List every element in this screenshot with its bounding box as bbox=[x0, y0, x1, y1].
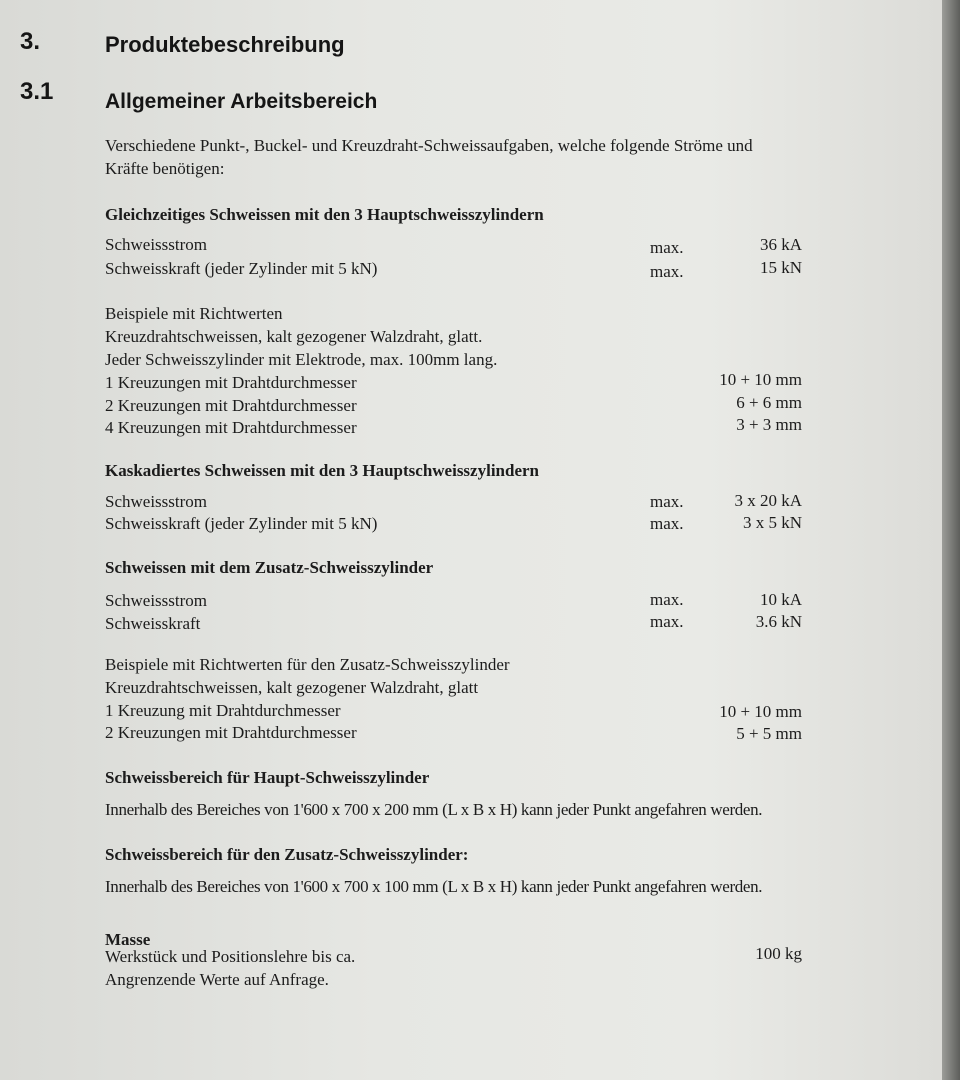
spec-label: Schweissstrom bbox=[105, 492, 207, 511]
spec-value: 3 x 20 kA bbox=[734, 491, 802, 510]
examples-line: Kreuzdrahtschweissen, kalt gezogener Walzdraht, glatt bbox=[105, 678, 479, 697]
example-label: 4 Kreuzungen mit Drahtdurchmesser bbox=[105, 418, 357, 437]
mass-value: 100 kg bbox=[755, 944, 802, 963]
range-main-heading: Schweissbereich für Haupt-Schweisszylinder bbox=[105, 768, 430, 787]
example-value: 6 + 6 mm bbox=[736, 393, 802, 412]
section-title: Produktebeschreibung bbox=[105, 32, 345, 57]
spec-label: Schweissstrom bbox=[105, 235, 207, 254]
spec-value: 36 kA bbox=[759, 235, 802, 254]
intro-line-1: Verschiedene Punkt-, Buckel- und Kreuzdraht-Schweissaufgaben, welche folgende Ströme und bbox=[105, 136, 753, 155]
examples-title: Beispiele mit Richtwerten bbox=[105, 304, 283, 323]
range-main-text: Innerhalb des Bereiches von 1'600 x 700 x 200 mm (L x B x H) kann jeder Punkt angefahren werden. bbox=[105, 800, 763, 819]
spec-value: 10 kA bbox=[759, 590, 802, 609]
spec-qualifier: max. bbox=[650, 612, 684, 631]
example-label: 2 Kreuzungen mit Drahtdurchmesser bbox=[105, 723, 357, 742]
spec-qualifier: max. bbox=[650, 238, 684, 257]
examples-line: Kreuzdrahtschweissen, kalt gezogener Walzdraht, glatt. bbox=[105, 327, 483, 346]
subsection-title: Allgemeiner Arbeitsbereich bbox=[105, 90, 378, 113]
examples-title: Beispiele mit Richtwerten für den Zusatz-Schweisszylinder bbox=[105, 655, 510, 674]
example-value: 5 + 5 mm bbox=[736, 724, 802, 743]
mass-line-2: Angrenzende Werte auf Anfrage. bbox=[105, 970, 329, 989]
example-label: 1 Kreuzungen mit Drahtdurchmesser bbox=[105, 373, 357, 392]
example-label: 1 Kreuzung mit Drahtdurchmesser bbox=[105, 701, 341, 720]
range-additional-text: Innerhalb des Bereiches von 1'600 x 700 x 100 mm (L x B x H) kann jeder Punkt angefahren werden. bbox=[105, 877, 763, 896]
range-additional-heading: Schweissbereich für den Zusatz-Schweisszylinder: bbox=[105, 845, 469, 864]
intro-line-2: Kräfte benötigen: bbox=[105, 159, 225, 178]
examples-line: Jeder Schweisszylinder mit Elektrode, max. 100mm lang. bbox=[105, 350, 498, 369]
simultaneous-heading: Gleichzeitiges Schweissen mit den 3 Hauptschweisszylindern bbox=[105, 205, 544, 224]
spec-value: 15 kN bbox=[759, 258, 802, 277]
spec-label: Schweisskraft (jeder Zylinder mit 5 kN) bbox=[105, 514, 378, 533]
spec-qualifier: max. bbox=[650, 492, 684, 511]
spec-qualifier: max. bbox=[650, 590, 684, 609]
mass-heading: Masse bbox=[105, 930, 151, 949]
mass-line-1: Werkstück und Positionslehre bis ca. bbox=[105, 947, 356, 966]
cascaded-heading: Kaskadiertes Schweissen mit den 3 Hauptschweisszylindern bbox=[105, 461, 539, 480]
spec-label: Schweisskraft (jeder Zylinder mit 5 kN) bbox=[105, 259, 378, 278]
example-value: 10 + 10 mm bbox=[719, 702, 802, 721]
example-value: 10 + 10 mm bbox=[719, 370, 802, 389]
example-label: 2 Kreuzungen mit Drahtdurchmesser bbox=[105, 396, 357, 415]
spec-value: 3 x 5 kN bbox=[742, 513, 802, 532]
spec-value: 3.6 kN bbox=[755, 612, 802, 631]
spec-label: Schweissstrom bbox=[105, 591, 207, 610]
additional-heading: Schweissen mit dem Zusatz-Schweisszylinder bbox=[105, 558, 434, 577]
section-number: 3. bbox=[20, 28, 41, 55]
example-value: 3 + 3 mm bbox=[736, 415, 802, 434]
subsection-number: 3.1 bbox=[20, 78, 54, 105]
page-edge-shadow bbox=[942, 0, 960, 1080]
spec-label: Schweisskraft bbox=[105, 614, 201, 633]
spec-qualifier: max. bbox=[650, 262, 684, 281]
spec-qualifier: max. bbox=[650, 514, 684, 533]
